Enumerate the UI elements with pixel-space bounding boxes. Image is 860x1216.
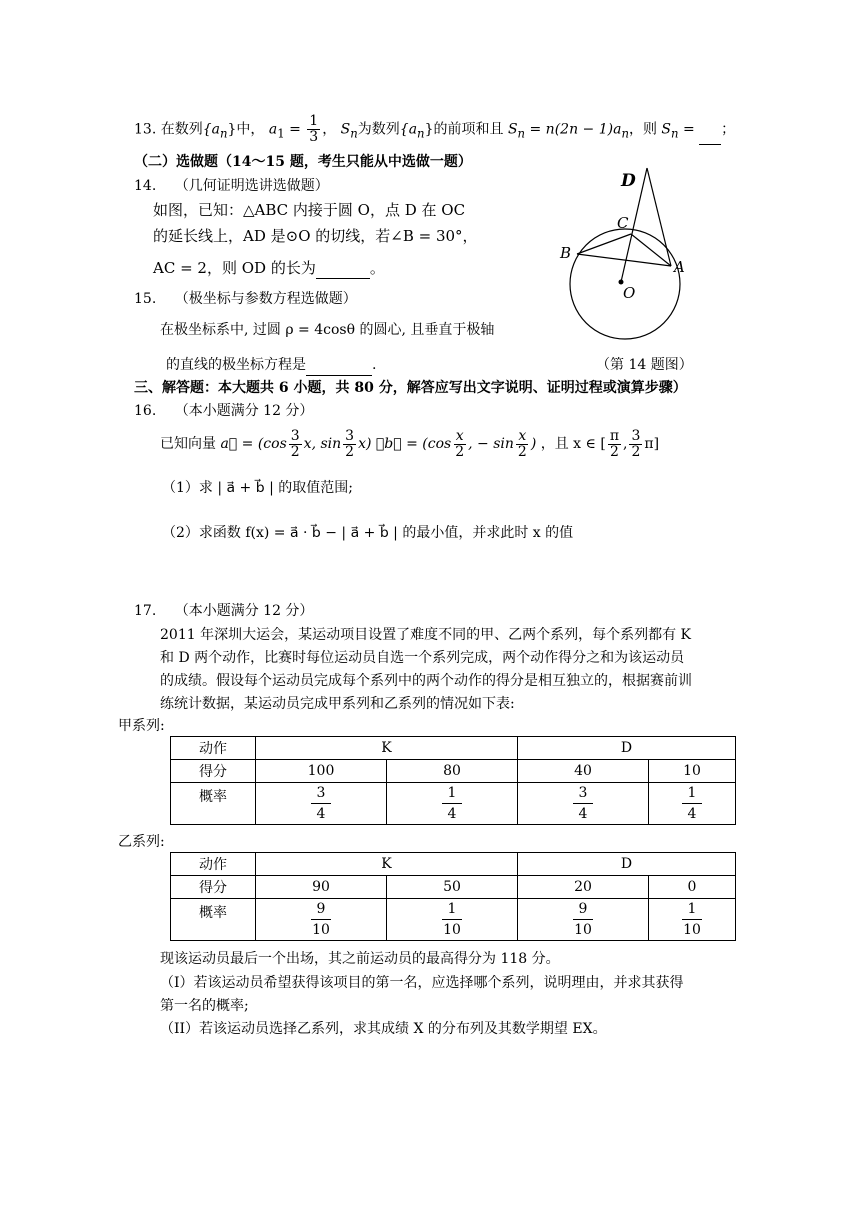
- q13-answer-blank[interactable]: [699, 116, 721, 145]
- q14-topic: （几何证明选讲选做题）: [174, 178, 329, 194]
- q16-score: （本小题满分 12 分）: [174, 403, 314, 419]
- label-d: D: [621, 171, 636, 191]
- table-a: [170, 736, 736, 825]
- score-cell: 20: [518, 876, 649, 899]
- q15-header: [134, 289, 357, 309]
- q17-para-1: 2011 年深圳大运会，某运动项目设置了难度不同的甲、乙两个系列，每个系列都有 K: [160, 627, 691, 643]
- score-cell: 90: [256, 876, 387, 899]
- score-cell: 100: [256, 760, 387, 783]
- q17-after: 现该运动员最后一个出场，其之前运动员的最高得分为 118 分。: [160, 951, 560, 967]
- table-b: [170, 852, 736, 941]
- table-b-title: 乙系列:: [118, 834, 165, 850]
- row-label: 概率: [171, 899, 256, 941]
- q14-line2: 的延长线上，AD 是⊙O 的切线，若∠B = 30°，: [153, 227, 478, 245]
- q17-para-3: 的成绩。假设每个运动员完成每个系列中的两个动作的得分是相互独立的，根据赛前训: [160, 673, 692, 689]
- section3-title: 三、解答题：本大题共 6 小题，共 80 分，解答应写出文字说明、证明过程或演算步骤）: [134, 380, 687, 396]
- score-cell: 80: [387, 760, 518, 783]
- row-label: 概率: [171, 783, 256, 825]
- group-k: K: [256, 853, 518, 876]
- label-b: B: [560, 244, 572, 262]
- line-ba: [577, 254, 671, 266]
- q17-para-4: 练统计数据，某运动员完成甲系列和乙系列的情况如下表:: [160, 696, 515, 712]
- q13-line: 13. 在数列$\{a_n\}$中， $a_1$ = $\frac{1}{3}$ ， $S_n$为数列$\{a_n\}$的前项和且 $S_n = n(2n - 1)a_n$，则 $S_n$ = ；: [134, 113, 736, 145]
- table-row: [171, 783, 736, 825]
- label-c: C: [617, 214, 629, 232]
- line-ad: [647, 168, 671, 266]
- q15-topic: （极坐标与参数方程选做题）: [174, 291, 357, 307]
- q15-line2: 的直线的极坐标方程是 .: [166, 355, 376, 376]
- group-k: K: [256, 737, 518, 760]
- q14-header: [134, 176, 329, 196]
- prob-cell: $\frac{3}{4}$: [518, 783, 649, 825]
- q14-answer-blank[interactable]: [316, 258, 370, 279]
- q16-header: [134, 401, 313, 421]
- q16-number: 16.: [134, 403, 157, 419]
- q16-part2: （2）求函数 f(x) = a⃗ · b⃗ − | a⃗ + b⃗ | 的最小值，并求此时 x 的值: [162, 525, 574, 541]
- prob-cell: $\frac{1}{10}$: [387, 899, 518, 941]
- score-cell: 0: [649, 876, 736, 899]
- q15-answer-blank[interactable]: [306, 355, 372, 376]
- label-a: A: [674, 258, 685, 276]
- table-row: [171, 876, 736, 899]
- row-label: 得分: [171, 876, 256, 899]
- prob-cell: $\frac{9}{10}$: [256, 899, 387, 941]
- score-cell: 50: [387, 876, 518, 899]
- row-label: 得分: [171, 760, 256, 783]
- q17-number: 17.: [134, 603, 157, 619]
- q17-header: [134, 601, 313, 621]
- section2-title: （二）选做题（14～15 题，考生只能从中选做一题）: [134, 154, 472, 170]
- prob-cell: $\frac{1}{4}$: [387, 783, 518, 825]
- table-row: [171, 737, 736, 760]
- q14-figure: [555, 162, 715, 362]
- q17-part1-a: （I）若该运动员希望获得该项目的第一名，应选择哪个系列，说明理由，并求其获得: [160, 975, 684, 991]
- score-cell: 10: [649, 760, 736, 783]
- q15-line1: 在极坐标系中, 过圆 ρ = 4cosθ 的圆心, 且垂直于极轴: [160, 322, 495, 338]
- q13-number: 13.: [134, 121, 157, 138]
- score-cell: 40: [518, 760, 649, 783]
- q15-number: 15.: [134, 291, 157, 307]
- group-d: D: [518, 853, 736, 876]
- label-o: O: [623, 284, 636, 302]
- table-row: [171, 899, 736, 941]
- group-d: D: [518, 737, 736, 760]
- q17-score: （本小题满分 12 分）: [174, 603, 314, 619]
- q17-part1-b: 第一名的概率;: [160, 998, 249, 1014]
- q16-given: 已知向量 a⃗ = (cos $\frac{3}{2}$ x, sin $\frac{3}{2}$ x) ，b⃗ = (cos $\frac{x}{2}$ , − sin $\frac{x}{2}$ ) ，且 x ∈ [ $\frac{\pi}{2}$ , $\frac{3}{2}$ π]: [160, 427, 660, 460]
- row-label: 动作: [171, 737, 256, 760]
- q17-part2: （II）若该运动员选择乙系列，求其成绩 X 的分布列及其数学期望 EX。: [160, 1021, 607, 1037]
- table-a-title: 甲系列:: [118, 718, 165, 734]
- prob-cell: $\frac{9}{10}$: [518, 899, 649, 941]
- prob-cell: $\frac{3}{4}$: [256, 783, 387, 825]
- figure-caption: （第 14 题图）: [596, 357, 693, 373]
- q14-line1: 如图，已知：△ABC 内接于圆 O，点 D 在 OC: [153, 201, 466, 219]
- q14-line3: AC = 2，则 OD 的长为 。: [153, 259, 385, 277]
- q17-para-2: 和 D 两个动作，比赛时每位运动员自选一个系列完成，两个动作得分之和为该运动员: [160, 650, 685, 666]
- line-bc: [577, 234, 631, 254]
- prob-cell: $\frac{1}{4}$: [649, 783, 736, 825]
- q16-part1: （1）求 | a⃗ + b⃗ | 的取值范围;: [162, 480, 353, 496]
- table-row: [171, 760, 736, 783]
- table-row: [171, 853, 736, 876]
- prob-cell: $\frac{1}{10}$: [649, 899, 736, 941]
- row-label: 动作: [171, 853, 256, 876]
- q14-number: 14.: [134, 178, 157, 194]
- q13-fraction: $\frac{1}{3}$: [309, 113, 319, 145]
